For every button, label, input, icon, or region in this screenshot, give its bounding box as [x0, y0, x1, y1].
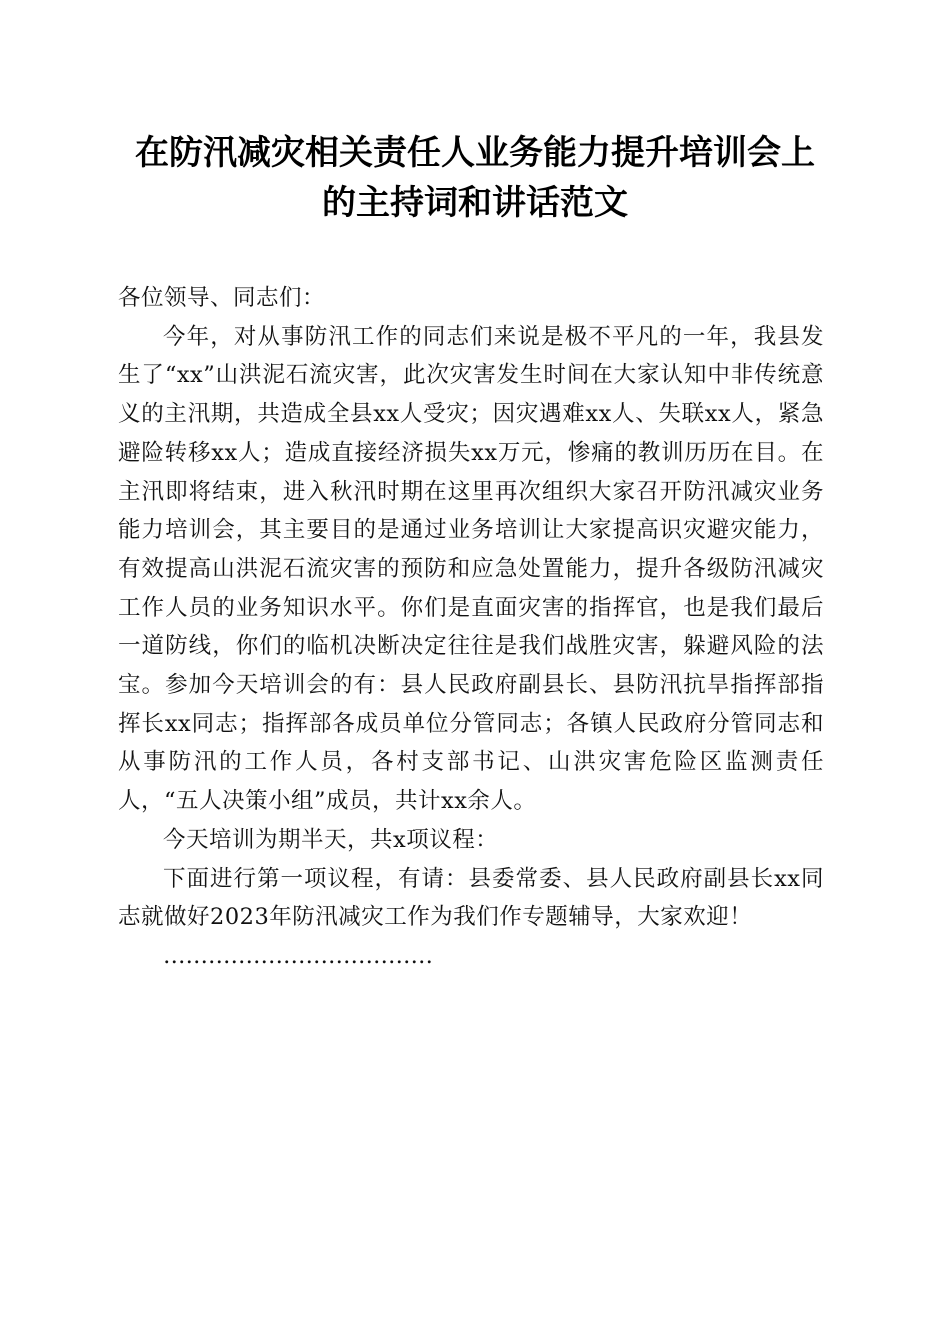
paragraph-intro: 今年，对从事防汛工作的同志们来说是极不平凡的一年，我县发生了“xx”山洪泥石流灾害，此次灾害发生时间在大家认知中非传统意义的主汛期，共造成全县xx人受灾；因灾遇难xx人、失联xx人，紧急避险转移xx人；造成直接经济损失xx万元，惨痛的教训历历在目。在主汛即将结束，进入秋汛时期在这里再次组织大家召开防汛减灾业务能力培训会，其主要目的是通过业务培训让大家提高识灾避灾能力，有效提高山洪泥石流灾害的预防和应急处置能力，提升各级防汛减灾工作人员的业务知识水平。你们是直面灾害的指挥官，也是我们最后一道防线，你们的临机决断决定往往是我们战胜灾害，躲避风险的法宝。参加今天培训会的有：县人民政府副县长、县防汛抗旱指挥部指挥长xx同志；指挥部各成员单位分管同志；各镇人民政府分管同志和从事防汛的工作人员，各村支部书记、山洪灾害危险区监测责任人，“五人决策小组”成员，共计xx余人。	[118, 323, 824, 815]
salutation: 各位领导、同志们：	[118, 285, 326, 311]
document-body	[118, 279, 824, 976]
ellipsis-line: ………………………………	[163, 942, 433, 969]
paragraph-first-item: 下面进行第一项议程，有请：县委常委、县人民政府副县长xx同志就做好2023年防汛减灾工作为我们作专题辅导，大家欢迎！	[118, 865, 824, 931]
document-title	[100, 128, 850, 228]
paragraph-agenda: 今天培训为期半天，共x项议程：	[163, 826, 499, 853]
title-line-1: 在防汛减灾相关责任人业务能力提升培训会上	[135, 133, 815, 173]
title-line-2: 的主持词和讲话范文	[322, 183, 628, 223]
